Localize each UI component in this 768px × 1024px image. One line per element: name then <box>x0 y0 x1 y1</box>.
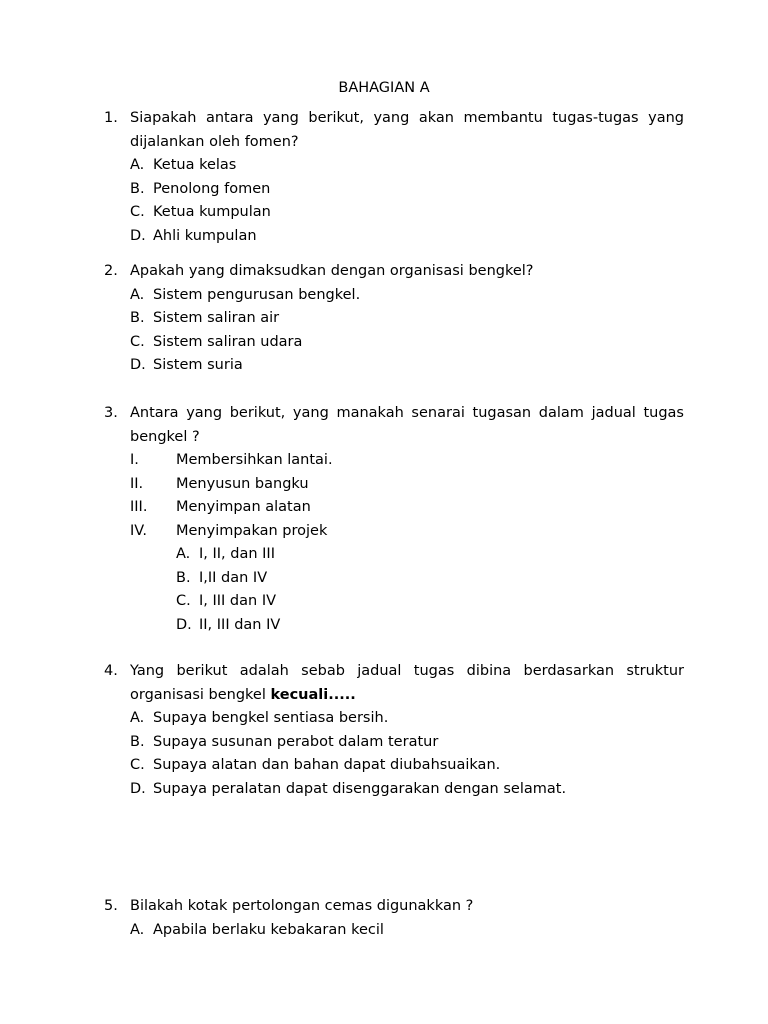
question-text: Yang berikut adalah sebab jadual tugas dibina berdasarkan struktur organisasi bengkel <box>130 663 684 703</box>
option-list <box>130 154 684 248</box>
option-text: Sistem saliran air <box>153 310 280 326</box>
option-label: C. <box>176 593 191 609</box>
section-title: BAHAGIAN A <box>338 80 430 96</box>
option-text: Sistem saliran udara <box>153 333 303 350</box>
option-label: D. <box>130 227 146 244</box>
option-label: B. <box>130 733 145 750</box>
statement-list <box>130 449 684 637</box>
option-label: B. <box>130 310 145 326</box>
question-text: Siapakah antara yang berikut, yang akan membantu tugas-tugas yang dijalankan oleh fomen? <box>130 110 684 150</box>
option-text: Sistem suria <box>153 357 243 373</box>
option-text: I, III dan IV <box>199 593 277 609</box>
option-d <box>130 354 684 378</box>
option-a <box>130 154 684 178</box>
statement-text: Menyimpan alatan <box>176 499 311 515</box>
option-list <box>130 707 684 801</box>
option-list <box>130 284 684 378</box>
option-label: A. <box>130 921 145 938</box>
question-text: Antara yang berikut, yang manakah senarai tugasan dalam jadual tugas bengkel ? <box>130 405 684 445</box>
option-a <box>130 919 684 943</box>
option-text: Supaya bengkel sentiasa bersih. <box>153 710 389 726</box>
statement-text: Membersihkan lantai. <box>176 452 333 468</box>
option-label: B. <box>130 180 145 197</box>
statement-label: III. <box>130 499 148 515</box>
option-list <box>130 919 684 943</box>
option-text: Sistem pengurusan bengkel. <box>153 286 361 303</box>
option-label: A. <box>176 546 191 562</box>
option-d <box>130 225 684 249</box>
option-a <box>130 707 684 731</box>
option-c <box>130 201 684 225</box>
option-list <box>176 543 684 637</box>
option-text: Penolong fomen <box>153 180 271 197</box>
option-c <box>176 590 684 614</box>
option-b <box>130 307 684 331</box>
statement-ii <box>130 473 684 497</box>
option-text: Supaya susunan perabot dalam teratur <box>153 733 439 750</box>
option-label: A. <box>130 710 145 726</box>
question-number: 4. <box>104 663 118 679</box>
option-c <box>130 331 684 355</box>
option-text: Apabila berlaku kebakaran kecil <box>153 921 384 938</box>
question-2 <box>104 260 684 378</box>
option-label: A. <box>130 157 145 173</box>
question-emphasis: kecuali..... <box>270 686 356 703</box>
option-text: Ketua kelas <box>153 157 237 173</box>
option-label: B. <box>176 569 191 586</box>
statement-text: Menyusun bangku <box>176 475 309 492</box>
option-d <box>176 614 684 638</box>
option-label: D. <box>130 357 146 373</box>
option-text: Ketua kumpulan <box>153 204 271 220</box>
option-d <box>130 778 684 802</box>
question-3 <box>104 402 684 637</box>
statement-label: I. <box>130 452 139 468</box>
option-label: C. <box>130 333 145 350</box>
statement-iii <box>130 496 684 520</box>
statement-label: IV. <box>130 522 147 539</box>
option-label: A. <box>130 286 145 303</box>
option-label: D. <box>130 780 146 797</box>
option-b <box>130 731 684 755</box>
question-number: 5. <box>104 898 118 914</box>
option-text: I,II dan IV <box>199 569 268 586</box>
option-label: D. <box>176 616 192 633</box>
question-4 <box>104 660 684 801</box>
statement-text: Menyimpakan projek <box>176 522 328 539</box>
option-b <box>176 567 684 591</box>
question-number: 1. <box>104 110 118 126</box>
question-number: 2. <box>104 263 118 279</box>
question-text: Bilakah kotak pertolongan cemas digunakkan ? <box>130 898 474 914</box>
question-text: Apakah yang dimaksudkan dengan organisasi bengkel? <box>130 263 534 279</box>
option-label: C. <box>130 204 145 220</box>
option-text: Ahli kumpulan <box>153 227 257 244</box>
option-b <box>130 178 684 202</box>
option-text: I, II, dan III <box>199 546 275 562</box>
question-5 <box>104 895 684 942</box>
option-text: Supaya alatan dan bahan dapat diubahsuaikan. <box>153 757 501 773</box>
option-text: II, III dan IV <box>199 616 281 633</box>
option-a <box>130 284 684 308</box>
option-a <box>176 543 684 567</box>
question-number: 3. <box>104 405 118 421</box>
statement-label: II. <box>130 475 144 492</box>
option-text: Supaya peralatan dapat disenggarakan dengan selamat. <box>153 780 567 797</box>
option-c <box>130 754 684 778</box>
option-label: C. <box>130 757 145 773</box>
statement-i <box>130 449 684 473</box>
question-1 <box>104 107 684 248</box>
statement-iv <box>130 520 684 544</box>
